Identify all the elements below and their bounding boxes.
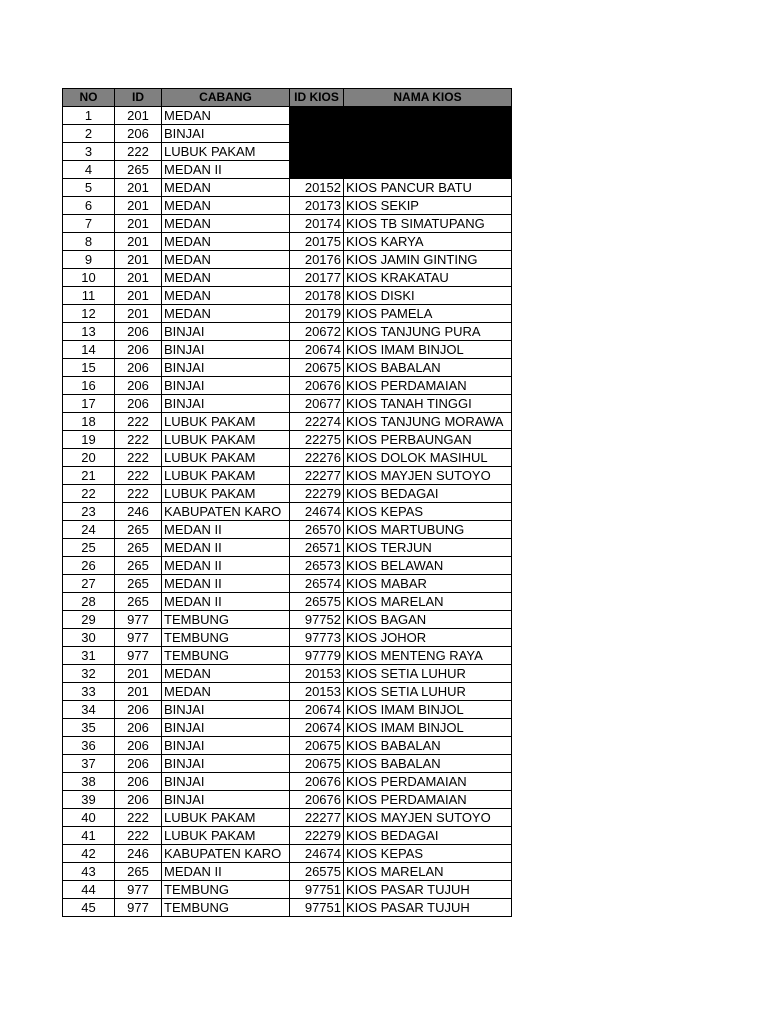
cell-cabang: LUBUK PAKAM — [162, 827, 290, 845]
cell-id-kios: 26571 — [290, 539, 344, 557]
cell-no: 16 — [63, 377, 115, 395]
cell-id: 206 — [115, 755, 162, 773]
table-row — [63, 863, 512, 881]
cell-id: 206 — [115, 737, 162, 755]
cell-cabang: MEDAN II — [162, 593, 290, 611]
header-row — [63, 89, 512, 107]
redacted-block — [290, 107, 512, 179]
cell-nama-kios: KIOS JOHOR — [344, 629, 512, 647]
table-row — [63, 719, 512, 737]
cell-no: 2 — [63, 125, 115, 143]
cell-nama-kios: KIOS PAMELA — [344, 305, 512, 323]
cell-id: 206 — [115, 395, 162, 413]
cell-id-kios: 20178 — [290, 287, 344, 305]
cell-cabang: BINJAI — [162, 773, 290, 791]
header-no: NO — [63, 89, 115, 107]
cell-no: 31 — [63, 647, 115, 665]
cell-no: 10 — [63, 269, 115, 287]
cell-nama-kios: KIOS IMAM BINJOL — [344, 341, 512, 359]
cell-nama-kios: KIOS TERJUN — [344, 539, 512, 557]
cell-nama-kios: KIOS DOLOK MASIHUL — [344, 449, 512, 467]
cell-no: 41 — [63, 827, 115, 845]
table-row — [63, 791, 512, 809]
cell-no: 44 — [63, 881, 115, 899]
cell-no: 23 — [63, 503, 115, 521]
cell-id: 222 — [115, 449, 162, 467]
cell-cabang: TEMBUNG — [162, 881, 290, 899]
table-row — [63, 593, 512, 611]
cell-id-kios: 24674 — [290, 503, 344, 521]
cell-nama-kios: KIOS PERDAMAIAN — [344, 773, 512, 791]
cell-id-kios: 22277 — [290, 467, 344, 485]
cell-cabang: BINJAI — [162, 323, 290, 341]
cell-cabang: TEMBUNG — [162, 611, 290, 629]
table-row — [63, 359, 512, 377]
table-row — [63, 377, 512, 395]
cell-id: 206 — [115, 701, 162, 719]
cell-cabang: MEDAN II — [162, 575, 290, 593]
cell-no: 3 — [63, 143, 115, 161]
cell-no: 43 — [63, 863, 115, 881]
cell-no: 39 — [63, 791, 115, 809]
cell-cabang: MEDAN — [162, 233, 290, 251]
cell-no: 5 — [63, 179, 115, 197]
cell-no: 6 — [63, 197, 115, 215]
cell-id-kios: 22276 — [290, 449, 344, 467]
cell-nama-kios: KIOS TANJUNG MORAWA — [344, 413, 512, 431]
cell-cabang: LUBUK PAKAM — [162, 467, 290, 485]
cell-no: 19 — [63, 431, 115, 449]
cell-cabang: KABUPATEN KARO — [162, 845, 290, 863]
cell-no: 36 — [63, 737, 115, 755]
cell-id: 977 — [115, 611, 162, 629]
cell-no: 15 — [63, 359, 115, 377]
cell-nama-kios: KIOS BEDAGAI — [344, 485, 512, 503]
cell-id-kios: 22279 — [290, 827, 344, 845]
cell-id-kios: 97751 — [290, 881, 344, 899]
cell-id-kios: 20677 — [290, 395, 344, 413]
cell-id: 201 — [115, 107, 162, 125]
table-row — [63, 287, 512, 305]
cell-no: 11 — [63, 287, 115, 305]
cell-id: 206 — [115, 323, 162, 341]
cell-id: 206 — [115, 359, 162, 377]
cell-id-kios: 20675 — [290, 755, 344, 773]
cell-nama-kios: KIOS PERBAUNGAN — [344, 431, 512, 449]
table-row — [63, 845, 512, 863]
table-row — [63, 611, 512, 629]
cell-no: 34 — [63, 701, 115, 719]
cell-id-kios: 97779 — [290, 647, 344, 665]
cell-id: 977 — [115, 899, 162, 917]
table-row — [63, 179, 512, 197]
cell-id: 265 — [115, 557, 162, 575]
cell-no: 13 — [63, 323, 115, 341]
cell-nama-kios: KIOS IMAM BINJOL — [344, 719, 512, 737]
cell-id-kios: 20174 — [290, 215, 344, 233]
cell-nama-kios: KIOS BABALAN — [344, 737, 512, 755]
cell-id-kios: 20675 — [290, 737, 344, 755]
cell-cabang: MEDAN — [162, 251, 290, 269]
cell-id-kios: 26575 — [290, 593, 344, 611]
cell-id: 246 — [115, 845, 162, 863]
table-body — [63, 107, 512, 917]
cell-no: 38 — [63, 773, 115, 791]
cell-no: 21 — [63, 467, 115, 485]
cell-id-kios: 24674 — [290, 845, 344, 863]
header-id: ID — [115, 89, 162, 107]
cell-no: 32 — [63, 665, 115, 683]
table-row — [63, 629, 512, 647]
cell-cabang: MEDAN — [162, 215, 290, 233]
cell-cabang: LUBUK PAKAM — [162, 449, 290, 467]
cell-cabang: BINJAI — [162, 791, 290, 809]
cell-id: 206 — [115, 377, 162, 395]
cell-nama-kios: KIOS TB SIMATUPANG — [344, 215, 512, 233]
cell-no: 4 — [63, 161, 115, 179]
cell-nama-kios: KIOS MABAR — [344, 575, 512, 593]
table-row — [63, 215, 512, 233]
table-row — [63, 755, 512, 773]
cell-cabang: BINJAI — [162, 755, 290, 773]
table-row — [63, 521, 512, 539]
cell-id-kios: 97752 — [290, 611, 344, 629]
header-cabang: CABANG — [162, 89, 290, 107]
table-row — [63, 395, 512, 413]
cell-id: 222 — [115, 485, 162, 503]
cell-cabang: KABUPATEN KARO — [162, 503, 290, 521]
cell-no: 25 — [63, 539, 115, 557]
table-row — [63, 197, 512, 215]
cell-id-kios: 20676 — [290, 791, 344, 809]
cell-id: 206 — [115, 719, 162, 737]
table-row — [63, 107, 512, 125]
cell-cabang: MEDAN II — [162, 521, 290, 539]
cell-no: 9 — [63, 251, 115, 269]
table-row — [63, 701, 512, 719]
cell-nama-kios: KIOS JAMIN GINTING — [344, 251, 512, 269]
cell-no: 35 — [63, 719, 115, 737]
cell-nama-kios: KIOS BEDAGAI — [344, 827, 512, 845]
cell-id: 977 — [115, 647, 162, 665]
cell-nama-kios: KIOS SETIA LUHUR — [344, 665, 512, 683]
table-row — [63, 251, 512, 269]
table-row — [63, 341, 512, 359]
cell-cabang: MEDAN — [162, 287, 290, 305]
cell-no: 40 — [63, 809, 115, 827]
cell-no: 30 — [63, 629, 115, 647]
table-row — [63, 737, 512, 755]
cell-id-kios: 20674 — [290, 341, 344, 359]
cell-id-kios: 20675 — [290, 359, 344, 377]
table-row — [63, 683, 512, 701]
cell-id: 201 — [115, 665, 162, 683]
cell-id-kios: 22279 — [290, 485, 344, 503]
cell-id-kios: 22277 — [290, 809, 344, 827]
cell-nama-kios: KIOS BAGAN — [344, 611, 512, 629]
cell-cabang: LUBUK PAKAM — [162, 485, 290, 503]
cell-no: 45 — [63, 899, 115, 917]
cell-id: 246 — [115, 503, 162, 521]
cell-no: 12 — [63, 305, 115, 323]
table-row — [63, 773, 512, 791]
cell-id: 222 — [115, 467, 162, 485]
cell-cabang: LUBUK PAKAM — [162, 143, 290, 161]
cell-nama-kios: KIOS SEKIP — [344, 197, 512, 215]
header-nama-kios: NAMA KIOS — [344, 89, 512, 107]
cell-id: 201 — [115, 287, 162, 305]
cell-id-kios: 20672 — [290, 323, 344, 341]
cell-cabang: MEDAN II — [162, 863, 290, 881]
cell-no: 29 — [63, 611, 115, 629]
cell-nama-kios: KIOS PANCUR BATU — [344, 179, 512, 197]
cell-id: 977 — [115, 629, 162, 647]
cell-nama-kios: KIOS MENTENG RAYA — [344, 647, 512, 665]
cell-nama-kios: KIOS MARTUBUNG — [344, 521, 512, 539]
cell-nama-kios: KIOS KARYA — [344, 233, 512, 251]
cell-cabang: BINJAI — [162, 377, 290, 395]
cell-id: 206 — [115, 125, 162, 143]
cell-id: 201 — [115, 251, 162, 269]
cell-id-kios: 22275 — [290, 431, 344, 449]
cell-no: 33 — [63, 683, 115, 701]
cell-id-kios: 22274 — [290, 413, 344, 431]
cell-id: 265 — [115, 161, 162, 179]
cell-cabang: MEDAN — [162, 179, 290, 197]
cell-cabang: BINJAI — [162, 701, 290, 719]
cell-id: 201 — [115, 197, 162, 215]
cell-id: 265 — [115, 539, 162, 557]
cell-id-kios: 20177 — [290, 269, 344, 287]
cell-nama-kios: KIOS TANJUNG PURA — [344, 323, 512, 341]
cell-no: 7 — [63, 215, 115, 233]
cell-no: 42 — [63, 845, 115, 863]
table-row — [63, 413, 512, 431]
cell-cabang: MEDAN II — [162, 557, 290, 575]
cell-cabang: BINJAI — [162, 125, 290, 143]
cell-id-kios: 20153 — [290, 683, 344, 701]
cell-id-kios: 20175 — [290, 233, 344, 251]
cell-cabang: BINJAI — [162, 719, 290, 737]
cell-id: 265 — [115, 593, 162, 611]
cell-no: 24 — [63, 521, 115, 539]
cell-cabang: MEDAN — [162, 107, 290, 125]
cell-cabang: MEDAN — [162, 305, 290, 323]
cell-id-kios: 20676 — [290, 377, 344, 395]
cell-id-kios: 20179 — [290, 305, 344, 323]
cell-id: 206 — [115, 341, 162, 359]
cell-no: 37 — [63, 755, 115, 773]
cell-id-kios: 20676 — [290, 773, 344, 791]
cell-id: 201 — [115, 179, 162, 197]
cell-id: 222 — [115, 431, 162, 449]
table-row — [63, 503, 512, 521]
table-row — [63, 827, 512, 845]
cell-cabang: TEMBUNG — [162, 647, 290, 665]
cell-id: 201 — [115, 683, 162, 701]
cell-id: 977 — [115, 881, 162, 899]
table-row — [63, 899, 512, 917]
cell-cabang: MEDAN — [162, 683, 290, 701]
table-row — [63, 809, 512, 827]
cell-id-kios: 97773 — [290, 629, 344, 647]
cell-nama-kios: KIOS IMAM BINJOL — [344, 701, 512, 719]
cell-id: 201 — [115, 305, 162, 323]
cell-id: 265 — [115, 575, 162, 593]
table-row — [63, 881, 512, 899]
cell-nama-kios: KIOS KEPAS — [344, 503, 512, 521]
cell-cabang: MEDAN — [162, 197, 290, 215]
cell-nama-kios: KIOS BELAWAN — [344, 557, 512, 575]
table-row — [63, 467, 512, 485]
cell-id: 201 — [115, 233, 162, 251]
cell-id: 222 — [115, 809, 162, 827]
cell-id: 206 — [115, 773, 162, 791]
cell-id-kios: 26574 — [290, 575, 344, 593]
cell-nama-kios: KIOS PASAR TUJUH — [344, 881, 512, 899]
cell-nama-kios: KIOS MARELAN — [344, 863, 512, 881]
cell-nama-kios: KIOS PASAR TUJUH — [344, 899, 512, 917]
cell-nama-kios: KIOS KEPAS — [344, 845, 512, 863]
cell-id: 265 — [115, 521, 162, 539]
cell-cabang: TEMBUNG — [162, 629, 290, 647]
cell-cabang: BINJAI — [162, 395, 290, 413]
cell-nama-kios: KIOS SETIA LUHUR — [344, 683, 512, 701]
cell-id-kios: 20674 — [290, 701, 344, 719]
cell-id: 201 — [115, 269, 162, 287]
cell-cabang: BINJAI — [162, 737, 290, 755]
table-row — [63, 431, 512, 449]
table-row — [63, 575, 512, 593]
cell-nama-kios: KIOS BABALAN — [344, 755, 512, 773]
table-row — [63, 557, 512, 575]
table-row — [63, 233, 512, 251]
cell-cabang: MEDAN — [162, 665, 290, 683]
cell-id-kios: 26575 — [290, 863, 344, 881]
cell-nama-kios: KIOS MAYJEN SUTOYO — [344, 809, 512, 827]
cell-no: 27 — [63, 575, 115, 593]
kios-table — [62, 88, 512, 917]
cell-no: 17 — [63, 395, 115, 413]
cell-nama-kios: KIOS DISKI — [344, 287, 512, 305]
cell-id: 222 — [115, 413, 162, 431]
table-row — [63, 665, 512, 683]
cell-id: 201 — [115, 215, 162, 233]
cell-id: 206 — [115, 791, 162, 809]
cell-no: 20 — [63, 449, 115, 467]
cell-id-kios: 20173 — [290, 197, 344, 215]
cell-cabang: LUBUK PAKAM — [162, 431, 290, 449]
cell-nama-kios: KIOS TANAH TINGGI — [344, 395, 512, 413]
cell-no: 14 — [63, 341, 115, 359]
cell-cabang: TEMBUNG — [162, 899, 290, 917]
cell-no: 18 — [63, 413, 115, 431]
cell-no: 26 — [63, 557, 115, 575]
table-row — [63, 269, 512, 287]
cell-id: 265 — [115, 863, 162, 881]
cell-id: 222 — [115, 143, 162, 161]
cell-no: 8 — [63, 233, 115, 251]
cell-cabang: BINJAI — [162, 359, 290, 377]
cell-no: 28 — [63, 593, 115, 611]
cell-id-kios: 20152 — [290, 179, 344, 197]
cell-nama-kios: KIOS KRAKATAU — [344, 269, 512, 287]
cell-cabang: LUBUK PAKAM — [162, 809, 290, 827]
cell-no: 22 — [63, 485, 115, 503]
cell-id-kios: 20153 — [290, 665, 344, 683]
table-row — [63, 539, 512, 557]
cell-cabang: BINJAI — [162, 341, 290, 359]
cell-nama-kios: KIOS MARELAN — [344, 593, 512, 611]
cell-id: 222 — [115, 827, 162, 845]
table-row — [63, 647, 512, 665]
cell-cabang: MEDAN II — [162, 161, 290, 179]
cell-nama-kios: KIOS BABALAN — [344, 359, 512, 377]
cell-id-kios: 26570 — [290, 521, 344, 539]
cell-no: 1 — [63, 107, 115, 125]
cell-nama-kios: KIOS MAYJEN SUTOYO — [344, 467, 512, 485]
table-row — [63, 323, 512, 341]
cell-id-kios: 97751 — [290, 899, 344, 917]
cell-id-kios: 20674 — [290, 719, 344, 737]
header-id-kios: ID KIOS — [290, 89, 344, 107]
cell-id-kios: 20176 — [290, 251, 344, 269]
table-row — [63, 485, 512, 503]
cell-cabang: LUBUK PAKAM — [162, 413, 290, 431]
cell-cabang: MEDAN II — [162, 539, 290, 557]
table-row — [63, 449, 512, 467]
cell-id-kios: 26573 — [290, 557, 344, 575]
cell-cabang: MEDAN — [162, 269, 290, 287]
table-row — [63, 305, 512, 323]
cell-nama-kios: KIOS PERDAMAIAN — [344, 791, 512, 809]
cell-nama-kios: KIOS PERDAMAIAN — [344, 377, 512, 395]
